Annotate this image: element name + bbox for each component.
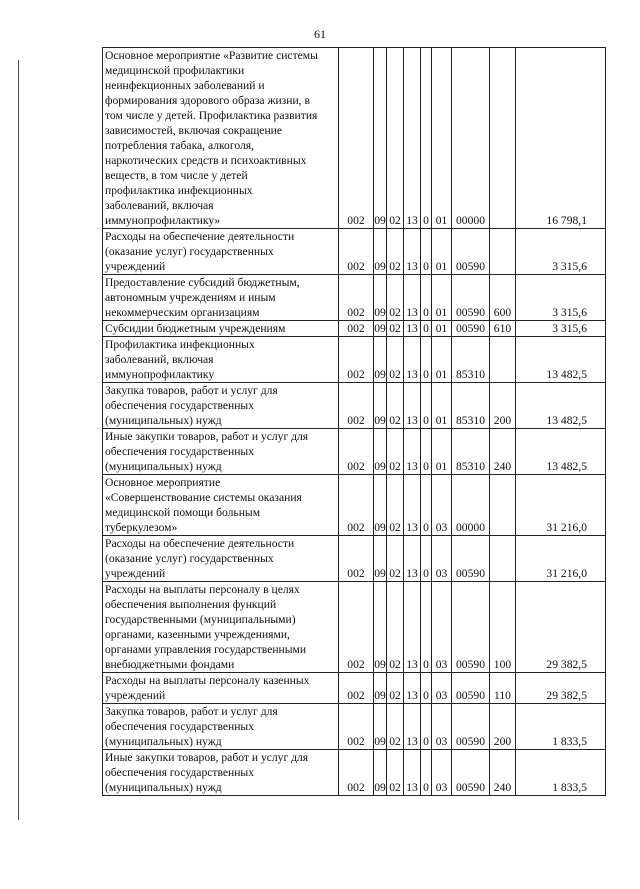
table-row — [103, 48, 606, 229]
grbs-code: 002 — [339, 275, 374, 321]
table-row — [103, 704, 606, 750]
subsection-code: 02 — [387, 229, 404, 275]
grbs-code: 002 — [339, 429, 374, 475]
section-code: 09 — [374, 673, 387, 704]
amount: 31 216,0 — [516, 536, 606, 582]
event-code: 03 — [432, 475, 452, 536]
row-name: Закупка товаров, работ и услуг для обеспечения государственных (муниципальных) нужд — [103, 383, 339, 429]
section-code: 09 — [374, 383, 387, 429]
section-code: 09 — [374, 48, 387, 229]
amount: 13 482,5 — [516, 383, 606, 429]
program-code: 13 — [404, 750, 421, 796]
subsection-code: 02 — [387, 48, 404, 229]
direction-code: 85310 — [452, 383, 490, 429]
direction-code: 00000 — [452, 475, 490, 536]
program-code: 13 — [404, 429, 421, 475]
subsection-code: 02 — [387, 704, 404, 750]
subsection-code: 02 — [387, 429, 404, 475]
expense-type-code: 200 — [490, 383, 516, 429]
program-code: 13 — [404, 582, 421, 673]
amount: 3 315,6 — [516, 321, 606, 337]
expense-type-code: 240 — [490, 750, 516, 796]
budget-table-body — [103, 48, 606, 796]
direction-code: 00590 — [452, 673, 490, 704]
event-code: 01 — [432, 275, 452, 321]
table-row — [103, 383, 606, 429]
program-code: 13 — [404, 337, 421, 383]
table-row — [103, 673, 606, 704]
expense-type-code: 610 — [490, 321, 516, 337]
subsection-code: 02 — [387, 750, 404, 796]
grbs-code: 002 — [339, 582, 374, 673]
subsection-code: 02 — [387, 321, 404, 337]
direction-code: 00590 — [452, 321, 490, 337]
subsection-code: 02 — [387, 275, 404, 321]
program-code: 13 — [404, 321, 421, 337]
subprogram-code: 0 — [421, 229, 432, 275]
expense-type-code: 110 — [490, 673, 516, 704]
subsection-code: 02 — [387, 383, 404, 429]
subprogram-code: 0 — [421, 536, 432, 582]
event-code: 01 — [432, 48, 452, 229]
subprogram-code: 0 — [421, 275, 432, 321]
amount: 13 482,5 — [516, 337, 606, 383]
table-row — [103, 337, 606, 383]
grbs-code: 002 — [339, 321, 374, 337]
row-name: Закупка товаров, работ и услуг для обеспечения государственных (муниципальных) нужд — [103, 704, 339, 750]
event-code: 01 — [432, 337, 452, 383]
subprogram-code: 0 — [421, 429, 432, 475]
direction-code: 00590 — [452, 536, 490, 582]
program-code: 13 — [404, 673, 421, 704]
subprogram-code: 0 — [421, 337, 432, 383]
section-code: 09 — [374, 229, 387, 275]
program-code: 13 — [404, 704, 421, 750]
amount: 29 382,5 — [516, 673, 606, 704]
direction-code: 00590 — [452, 229, 490, 275]
grbs-code: 002 — [339, 536, 374, 582]
program-code: 13 — [404, 383, 421, 429]
expense-type-code: 100 — [490, 582, 516, 673]
table-row — [103, 321, 606, 337]
direction-code: 85310 — [452, 429, 490, 475]
subprogram-code: 0 — [421, 582, 432, 673]
program-code: 13 — [404, 275, 421, 321]
margin-rule — [18, 60, 19, 820]
expense-type-code — [490, 475, 516, 536]
row-name: Иные закупки товаров, работ и услуг для обеспечения государственных (муниципальных) нужд — [103, 429, 339, 475]
table-row — [103, 429, 606, 475]
amount: 29 382,5 — [516, 582, 606, 673]
row-name: Основное мероприятие «Совершенствование системы оказания медицинской помощи больным туберкулезом» — [103, 475, 339, 536]
grbs-code: 002 — [339, 750, 374, 796]
section-code: 09 — [374, 704, 387, 750]
event-code: 03 — [432, 750, 452, 796]
row-name: Расходы на обеспечение деятельности (оказание услуг) государственных учреждений — [103, 536, 339, 582]
expense-type-code: 600 — [490, 275, 516, 321]
budget-table — [102, 47, 606, 796]
expense-type-code: 200 — [490, 704, 516, 750]
program-code: 13 — [404, 536, 421, 582]
expense-type-code — [490, 536, 516, 582]
section-code: 09 — [374, 475, 387, 536]
section-code: 09 — [374, 322, 386, 335]
expense-type-code — [490, 48, 516, 229]
table-row — [103, 750, 606, 796]
event-code: 03 — [432, 704, 452, 750]
table-row — [103, 275, 606, 321]
subprogram-code: 0 — [421, 750, 432, 796]
section-code: 09 — [374, 536, 387, 582]
table-row — [103, 536, 606, 582]
grbs-code: 002 — [339, 704, 374, 750]
subprogram-code: 0 — [421, 321, 432, 337]
row-name: Расходы на обеспечение деятельности (оказание услуг) государственных учреждений — [103, 229, 339, 275]
event-code: 01 — [432, 229, 452, 275]
page-number: 61 — [314, 27, 326, 41]
event-code: 03 — [432, 673, 452, 704]
program-code: 13 — [404, 475, 421, 536]
amount: 31 216,0 — [516, 475, 606, 536]
amount: 3 315,6 — [516, 229, 606, 275]
event-code: 01 — [432, 321, 452, 337]
amount: 1 833,5 — [516, 750, 606, 796]
section-code: 09 — [374, 429, 387, 475]
row-name: Основное мероприятие «Развитие системы медицинской профилактики неинфекционных заболеваний и формирования здорового образа жизни, в том числе у детей. Профилактика развития зависимостей, включая сокращение потребления табака, алкоголя, наркотических средств и психоактивных веществ, в том числе у детей профилактика инфекционных заболеваний, включая иммунопрофилактику» — [103, 48, 339, 229]
subprogram-code: 0 — [421, 673, 432, 704]
section-code: 09 — [374, 750, 387, 796]
subsection-code: 02 — [387, 536, 404, 582]
grbs-code: 002 — [339, 229, 374, 275]
event-code: 03 — [432, 582, 452, 673]
table-row — [103, 582, 606, 673]
row-name: Предоставление субсидий бюджетным, автономным учреждениям и иным некоммерческим организациям — [103, 275, 339, 321]
subprogram-code: 0 — [421, 475, 432, 536]
grbs-code: 002 — [339, 673, 374, 704]
expense-type-code: 240 — [490, 429, 516, 475]
amount: 16 798,1 — [516, 48, 606, 229]
grbs-code: 002 — [339, 383, 374, 429]
direction-code: 00590 — [452, 582, 490, 673]
program-code: 13 — [404, 229, 421, 275]
section-code: 09 — [374, 582, 387, 673]
amount: 3 315,6 — [516, 275, 606, 321]
row-name: Субсидии бюджетным учреждениям — [103, 321, 339, 337]
subprogram-code: 0 — [421, 704, 432, 750]
direction-code: 00590 — [452, 750, 490, 796]
direction-code: 85310 — [452, 337, 490, 383]
subsection-code: 02 — [387, 673, 404, 704]
amount: 1 833,5 — [516, 704, 606, 750]
expense-type-code — [490, 337, 516, 383]
event-code: 01 — [432, 383, 452, 429]
table-row — [103, 229, 606, 275]
subprogram-code: 0 — [421, 383, 432, 429]
program-code: 13 — [404, 48, 421, 229]
amount: 13 482,5 — [516, 429, 606, 475]
grbs-code: 002 — [339, 475, 374, 536]
event-code: 01 — [432, 429, 452, 475]
event-code: 03 — [432, 536, 452, 582]
grbs-code: 002 — [339, 337, 374, 383]
subprogram-code: 0 — [421, 48, 432, 229]
row-name: Иные закупки товаров, работ и услуг для обеспечения государственных (муниципальных) нужд — [103, 750, 339, 796]
grbs-code: 002 — [339, 48, 374, 229]
section-code: 09 — [374, 275, 387, 321]
row-name: Профилактика инфекционных заболеваний, включая иммунопрофилактику — [103, 337, 339, 383]
direction-code: 00590 — [452, 704, 490, 750]
section-code: 09 — [374, 337, 387, 383]
subsection-code: 02 — [387, 337, 404, 383]
direction-code: 00590 — [452, 275, 490, 321]
expense-type-code — [490, 229, 516, 275]
subsection-code: 02 — [387, 475, 404, 536]
direction-code: 00000 — [452, 48, 490, 229]
subsection-code: 02 — [387, 582, 404, 673]
row-name: Расходы на выплаты персоналу казенных учреждений — [103, 673, 339, 704]
table-row — [103, 475, 606, 536]
row-name: Расходы на выплаты персоналу в целях обеспечения выполнения функций государственными (муниципальными) органами, казенными учреждениями, органами управления государственными внебюджетными фондами — [103, 582, 339, 673]
